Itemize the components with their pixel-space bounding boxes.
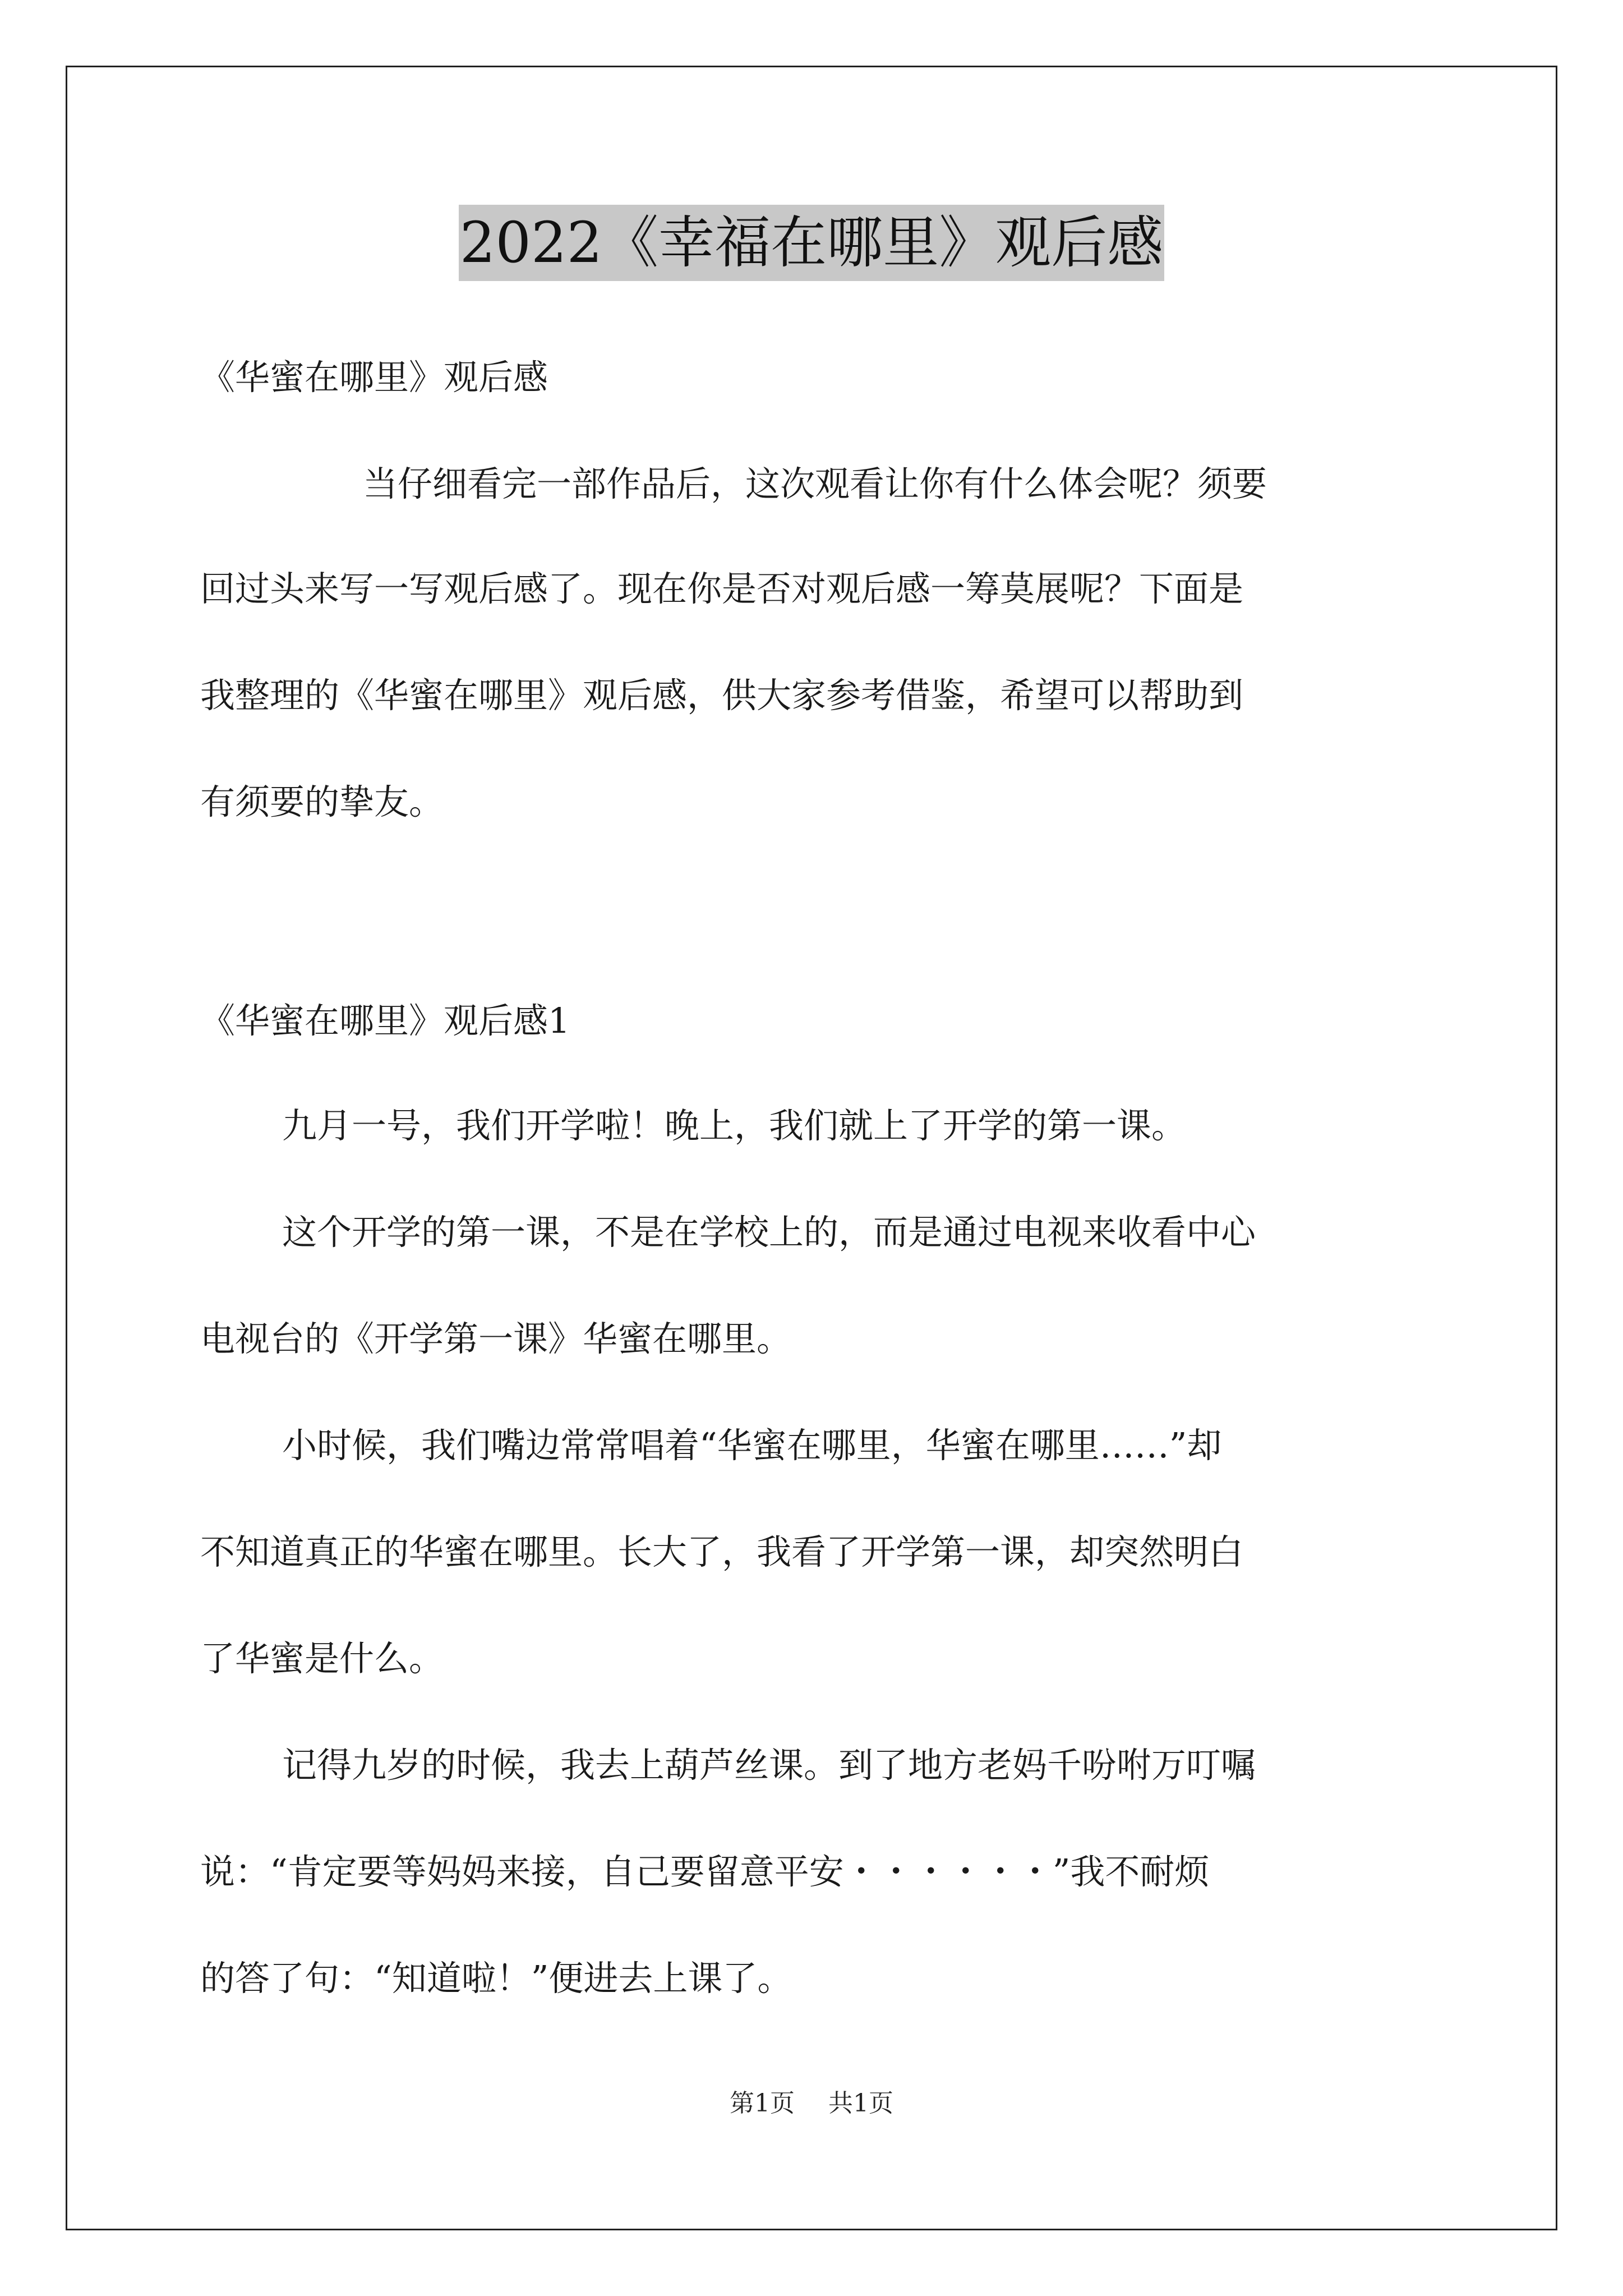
section-heading: 《华蜜在哪里》观后感 bbox=[200, 357, 548, 398]
page-footer bbox=[0, 2087, 1623, 2120]
paragraph-line: 这个开学的第一课，不是在学校上的，而是通过电视来收看中心 bbox=[282, 1212, 1256, 1253]
section-heading: 《华蜜在哪里》观后感1 bbox=[200, 1000, 570, 1041]
document-title: 2022《幸福在哪里》观后感 bbox=[459, 205, 1165, 281]
paragraph-line: 小时候，我们嘴边常常唱着“华蜜在哪里，华蜜在哪里……”却 bbox=[282, 1425, 1222, 1466]
paragraph-line: 我整理的《华蜜在哪里》观后感，供大家参考借鉴，希望可以帮助到 bbox=[200, 675, 1244, 716]
paragraph-line: 当仔细看完一部作品后，这次观看让你有什么体会呢？须要 bbox=[363, 463, 1267, 504]
paragraph-line: 了华蜜是什么。 bbox=[200, 1638, 444, 1679]
paragraph-line: 有须要的挚友。 bbox=[200, 781, 444, 822]
paragraph-line: 九月一号，我们开学啦！晚上，我们就上了开学的第一课。 bbox=[282, 1105, 1187, 1146]
page-total: 共1页 bbox=[828, 2089, 893, 2118]
paragraph-line: 说：“肯定要等妈妈来接，自己要留意平安・・・・・・”我不耐烦 bbox=[200, 1851, 1210, 1892]
page-number: 第1页 bbox=[730, 2089, 795, 2118]
paragraph-line: 电视台的《开学第一课》华蜜在哪里。 bbox=[200, 1318, 792, 1359]
paragraph-line: 记得九岁的时候，我去上葫芦丝课。到了地方老妈千吩咐万叮嘱 bbox=[282, 1745, 1256, 1786]
paragraph-line: 不知道真正的华蜜在哪里。长大了，我看了开学第一课，却突然明白 bbox=[200, 1531, 1244, 1572]
paragraph-line: 回过头来写一写观后感了。现在你是否对观后感一筹莫展呢？下面是 bbox=[200, 568, 1244, 609]
paragraph-line: 的答了句：“知道啦！”便进去上课了。 bbox=[200, 1958, 792, 1999]
title-container bbox=[0, 205, 1623, 281]
